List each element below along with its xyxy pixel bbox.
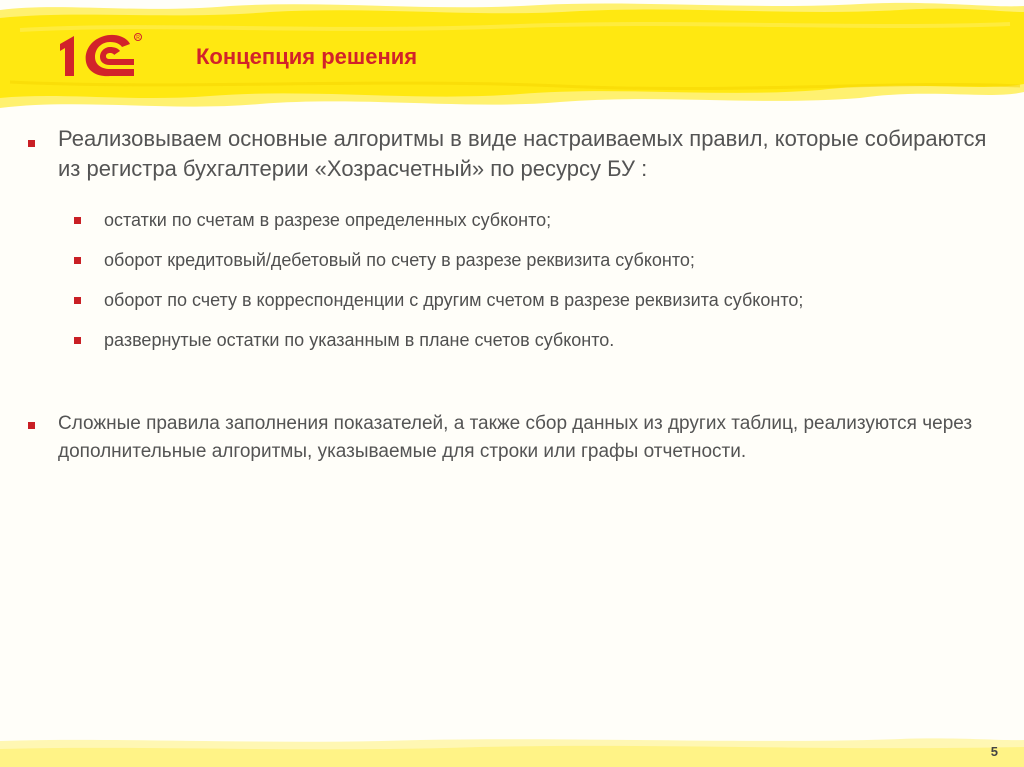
sub-list-item-text: остатки по счетам в разрезе определенных субконто; xyxy=(104,210,552,230)
bullet-square-icon xyxy=(74,297,81,304)
page-number: 5 xyxy=(990,744,998,759)
sub-list-item-text: оборот по счету в корреспонденции с другим счетом в разрезе реквизита субконто; xyxy=(104,290,804,310)
bullet-square-icon xyxy=(74,217,81,224)
bullet-square-icon xyxy=(74,257,81,264)
sub-list-item-text: развернутые остатки по указанным в плане счетов субконто. xyxy=(104,330,615,350)
bullet-square-icon xyxy=(28,140,35,147)
bullet-square-icon xyxy=(74,337,81,344)
sub-list-item xyxy=(74,286,1014,314)
svg-text:R: R xyxy=(136,35,140,41)
list-item-text: Реализовываем основные алгоритмы в виде настраиваемых правил, которые собираются из регистра бухгалтерии «Хозрасчетный» по ресурсу БУ : xyxy=(58,126,987,181)
page-title: Концепция решения xyxy=(196,44,418,69)
logo-1c-icon xyxy=(54,30,152,82)
sub-list-item xyxy=(74,326,1014,354)
footer-band xyxy=(0,737,1024,767)
bullet-square-icon xyxy=(28,422,35,429)
sub-list-item xyxy=(74,206,1014,234)
list-item-text: Сложные правила заполнения показателей, а также сбор данных из других таблиц, реализуются через дополнительные алгоритмы, указываемые для строки или графы отчетности. xyxy=(58,413,973,462)
sub-list-item xyxy=(74,246,1014,274)
header-banner xyxy=(0,0,1024,118)
sub-list-item-text: оборот кредитовый/дебетовый по счету в разрезе реквизита субконто; xyxy=(104,250,695,270)
